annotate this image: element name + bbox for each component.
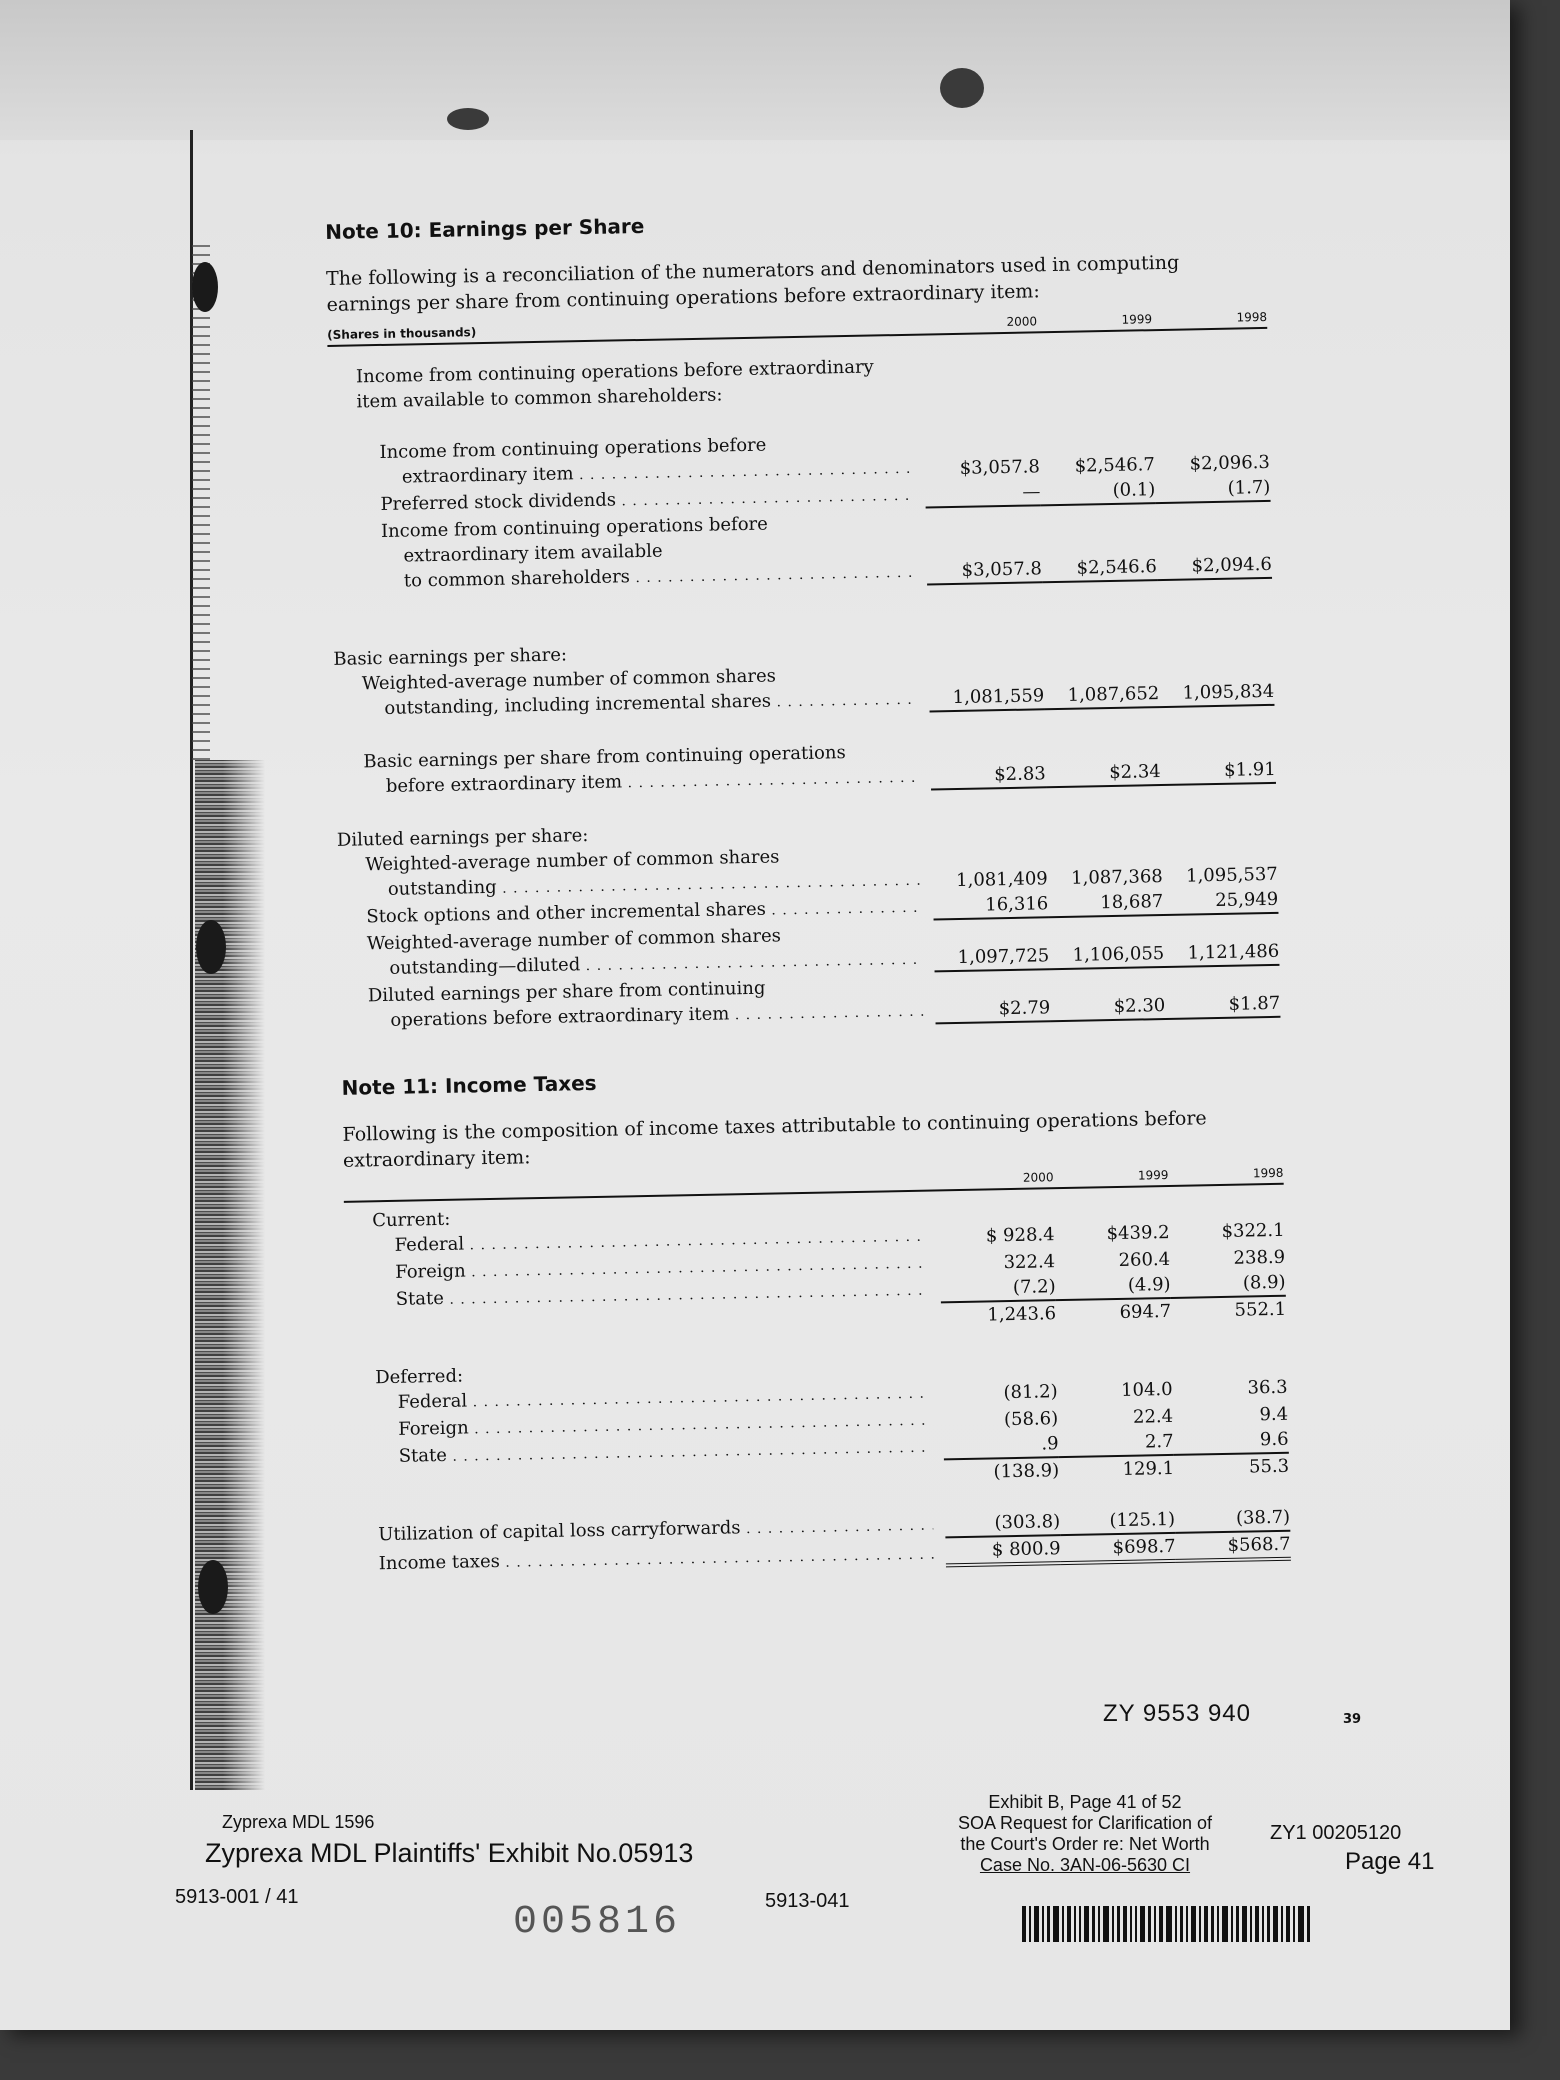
cell: 36.3 bbox=[1247, 1376, 1288, 1399]
cell: 694.7 bbox=[1119, 1300, 1172, 1323]
punch-hole-left bbox=[447, 108, 489, 130]
row-basic-weighted-average: outstanding, including incremental shares . . . 1,081,559 1,087,652 1,095,834 bbox=[334, 679, 1274, 724]
cell: $2,096.3 bbox=[1189, 451, 1271, 475]
row-diluted-shares: outstanding—diluted . . . 1,097,725 1,106,055 1,121,486 bbox=[339, 939, 1279, 984]
row-income-before: extraordinary item . . . $3,057.8 $2,546.7 $2,096.3 bbox=[330, 448, 1270, 493]
scan-noise-lower bbox=[195, 760, 265, 1790]
cell: $698.7 bbox=[1060, 1534, 1176, 1565]
cell: 238.9 bbox=[1233, 1246, 1286, 1269]
cell: $2,546.7 bbox=[1074, 454, 1156, 477]
year-1998: 1998 bbox=[1252, 1165, 1284, 1181]
bates-number: ZY 9553 940 bbox=[1103, 1700, 1252, 1727]
diluted-wa-l1: Weighted-average number of common shares bbox=[365, 846, 780, 876]
cell: 1,243.6 bbox=[987, 1303, 1057, 1326]
basic-heading: Basic earnings per share: bbox=[333, 644, 568, 670]
footer-ref-left: 5913-001 / 41 bbox=[175, 1886, 299, 1908]
cell: 1,081,559 bbox=[929, 683, 1044, 712]
year-2000: 2000 bbox=[1022, 1170, 1054, 1185]
row-preferred-dividends: Preferred stock dividends . . . — (0.1) (1.7) bbox=[330, 475, 1270, 520]
cell: 1,121,486 bbox=[1164, 939, 1279, 968]
paper-top-shadow bbox=[0, 0, 1510, 140]
content-block bbox=[325, 202, 1291, 1579]
scan-noise-upper bbox=[192, 240, 210, 760]
row-income-avail-l2: extraordinary item available bbox=[403, 540, 663, 567]
cell: (0.1) bbox=[1040, 477, 1155, 506]
year-2000: 2000 bbox=[1006, 314, 1038, 329]
cell: 552.1 bbox=[1234, 1298, 1287, 1321]
zy-code: ZY1 00205120 bbox=[1270, 1822, 1402, 1844]
cell: $3,057.8 bbox=[959, 456, 1041, 479]
cell: 9.6 bbox=[1173, 1427, 1288, 1456]
row-deferred-federal: Federal . . . (81.2) 104.0 36.3 bbox=[347, 1373, 1287, 1418]
row-income-before-l1: Income from continuing operations before bbox=[379, 434, 767, 463]
basic-wa-l1: Weighted-average number of common shares bbox=[361, 665, 777, 695]
deferred-heading: Deferred: bbox=[375, 1365, 464, 1389]
current-heading: Current: bbox=[372, 1208, 451, 1232]
basic-eps-l1: Basic earnings per share from continuing operations bbox=[363, 742, 846, 773]
barcode bbox=[1022, 1906, 1392, 1942]
punch-hole-right bbox=[940, 68, 984, 108]
cell: (7.2) bbox=[940, 1274, 1055, 1303]
cell: $1.87 bbox=[1165, 991, 1280, 1020]
cell: 18,687 bbox=[1048, 889, 1163, 918]
cell: $2,094.6 bbox=[1157, 552, 1272, 581]
cell: 322.4 bbox=[1003, 1251, 1056, 1274]
year-1998: 1998 bbox=[1236, 309, 1268, 325]
footer-ref-mid: 5913-041 bbox=[765, 1890, 850, 1912]
row-current-state: State . . . (7.2) (4.9) (8.9) bbox=[346, 1270, 1286, 1315]
cell: $2.83 bbox=[931, 761, 1046, 790]
cell: $1.91 bbox=[1161, 757, 1276, 786]
cell: $322.1 bbox=[1221, 1219, 1285, 1242]
note10-header bbox=[327, 310, 1267, 347]
cell: (8.9) bbox=[1170, 1270, 1285, 1299]
binder-hole-3 bbox=[198, 1560, 228, 1614]
row-income-available: to common shareholders . . . $3,057.8 $2,546.6 $2,094.6 bbox=[332, 552, 1272, 597]
cell: $439.2 bbox=[1106, 1221, 1170, 1245]
note11-title: Note 11: Income Taxes bbox=[341, 1070, 597, 1100]
cell: 1,095,834 bbox=[1159, 679, 1274, 708]
cell: $568.7 bbox=[1175, 1532, 1291, 1563]
cell: 1,097,725 bbox=[934, 943, 1049, 972]
page-label: Page 41 bbox=[1345, 1848, 1435, 1875]
cell: (81.2) bbox=[1003, 1381, 1058, 1404]
cell: (303.8) bbox=[945, 1509, 1060, 1538]
cell: 104.0 bbox=[1120, 1378, 1173, 1401]
cell: 55.3 bbox=[1248, 1455, 1290, 1478]
year-1999: 1999 bbox=[1137, 1167, 1169, 1183]
cell: 22.4 bbox=[1132, 1405, 1174, 1428]
year-1999: 1999 bbox=[1121, 312, 1153, 327]
cell: 1,087,652 bbox=[1044, 681, 1159, 710]
cell: 2.7 bbox=[1058, 1429, 1173, 1458]
diluted-wad-l1: Weighted-average number of common shares bbox=[366, 925, 782, 955]
row-current-federal: Federal . . . $ 928.4 $439.2 $322.1 bbox=[344, 1216, 1284, 1261]
cell: (58.6) bbox=[1003, 1408, 1059, 1431]
exhibit-label: Exhibit B, Page 41 of 52 SOA Request for Clarification of the Court's Order re: Net Worth Case No. 3AN-06-5630 CI bbox=[957, 1792, 1213, 1875]
binder-hole-2 bbox=[196, 920, 226, 974]
page-number: 39 bbox=[1343, 1712, 1362, 1727]
cell: 25,949 bbox=[1163, 887, 1278, 916]
cell: — bbox=[925, 479, 1040, 508]
cell: 1,087,368 bbox=[1070, 866, 1163, 889]
cell: $ 928.4 bbox=[985, 1224, 1055, 1247]
binder-hole-1 bbox=[192, 262, 218, 312]
cell: $ 800.9 bbox=[945, 1536, 1061, 1567]
cell: 9.4 bbox=[1259, 1403, 1289, 1426]
row-income-taxes: Income taxes . . . $ 800.9 $698.7 $568.7 bbox=[351, 1532, 1291, 1579]
cell: $2,546.6 bbox=[1042, 554, 1157, 583]
cell: $2.79 bbox=[935, 995, 1050, 1024]
diluted-heading: Diluted earnings per share: bbox=[336, 825, 589, 851]
note10-title: Note 10: Earnings per Share bbox=[325, 213, 645, 244]
row-current-foreign: Foreign . . . 322.4 260.4 238.9 bbox=[345, 1243, 1285, 1288]
row-diluted-weighted-average: outstanding . . . 1,081,409 1,087,368 1,095,537 bbox=[338, 860, 1278, 905]
cell: 129.1 bbox=[1122, 1457, 1175, 1480]
cell: $2.30 bbox=[1050, 993, 1165, 1022]
note11-intro: Following is the composition of income taxes attributable to continuing operations before extraordinary item: bbox=[342, 1107, 1207, 1172]
row-diluted-eps: operations before extraordinary item . . . $2.79 $2.30 $1.87 bbox=[340, 991, 1280, 1036]
cell: .9 bbox=[943, 1431, 1058, 1460]
cell: (1.7) bbox=[1155, 475, 1270, 504]
row-deferred-state: State . . . .9 2.7 9.6 bbox=[349, 1427, 1289, 1472]
unit-label: (Shares in thousands) bbox=[327, 325, 477, 342]
diluted-eps-l1: Diluted earnings per share from continuing bbox=[367, 977, 766, 1007]
cell: 1,081,409 bbox=[955, 868, 1048, 892]
cell: 1,095,537 bbox=[1185, 863, 1278, 887]
row-income-avail-l1: Income from continuing operations before bbox=[380, 513, 769, 542]
footer-mdl: Zyprexa MDL 1596 bbox=[222, 1812, 375, 1832]
footer-stamp-number: 005816 bbox=[513, 1900, 682, 1945]
row-deferred-foreign: Foreign . . . (58.6) 22.4 9.4 bbox=[348, 1400, 1288, 1445]
cell: $2.34 bbox=[1046, 759, 1161, 788]
row-stock-options: Stock options and other incremental shares . . . 16,316 18,687 25,949 bbox=[338, 887, 1278, 932]
cell: 260.4 bbox=[1118, 1248, 1171, 1271]
row-utilization: Utilization of capital loss carryforwards . . . (303.8) (125.1) (38.7) bbox=[350, 1505, 1290, 1550]
cell: (38.7) bbox=[1175, 1505, 1290, 1534]
section-income: Income from continuing operations before extraordinary item available to common shareholders: bbox=[355, 356, 874, 413]
footer-exhibit-title: Zyprexa MDL Plaintiffs' Exhibit No.05913 bbox=[205, 1838, 694, 1868]
cell: 16,316 bbox=[933, 891, 1048, 920]
cell: (138.9) bbox=[993, 1460, 1060, 1483]
cell: 1,106,055 bbox=[1049, 941, 1164, 970]
cell: (4.9) bbox=[1055, 1272, 1170, 1301]
cell: $3,057.8 bbox=[927, 556, 1042, 585]
note10-intro: The following is a reconciliation of the numerators and denominators used in computing earnings per share from continuing operations before extraordinary item: bbox=[325, 251, 1180, 316]
cell: (125.1) bbox=[1060, 1507, 1175, 1536]
row-basic-eps: before extraordinary item . . . $2.83 $2.34 $1.91 bbox=[336, 757, 1276, 802]
